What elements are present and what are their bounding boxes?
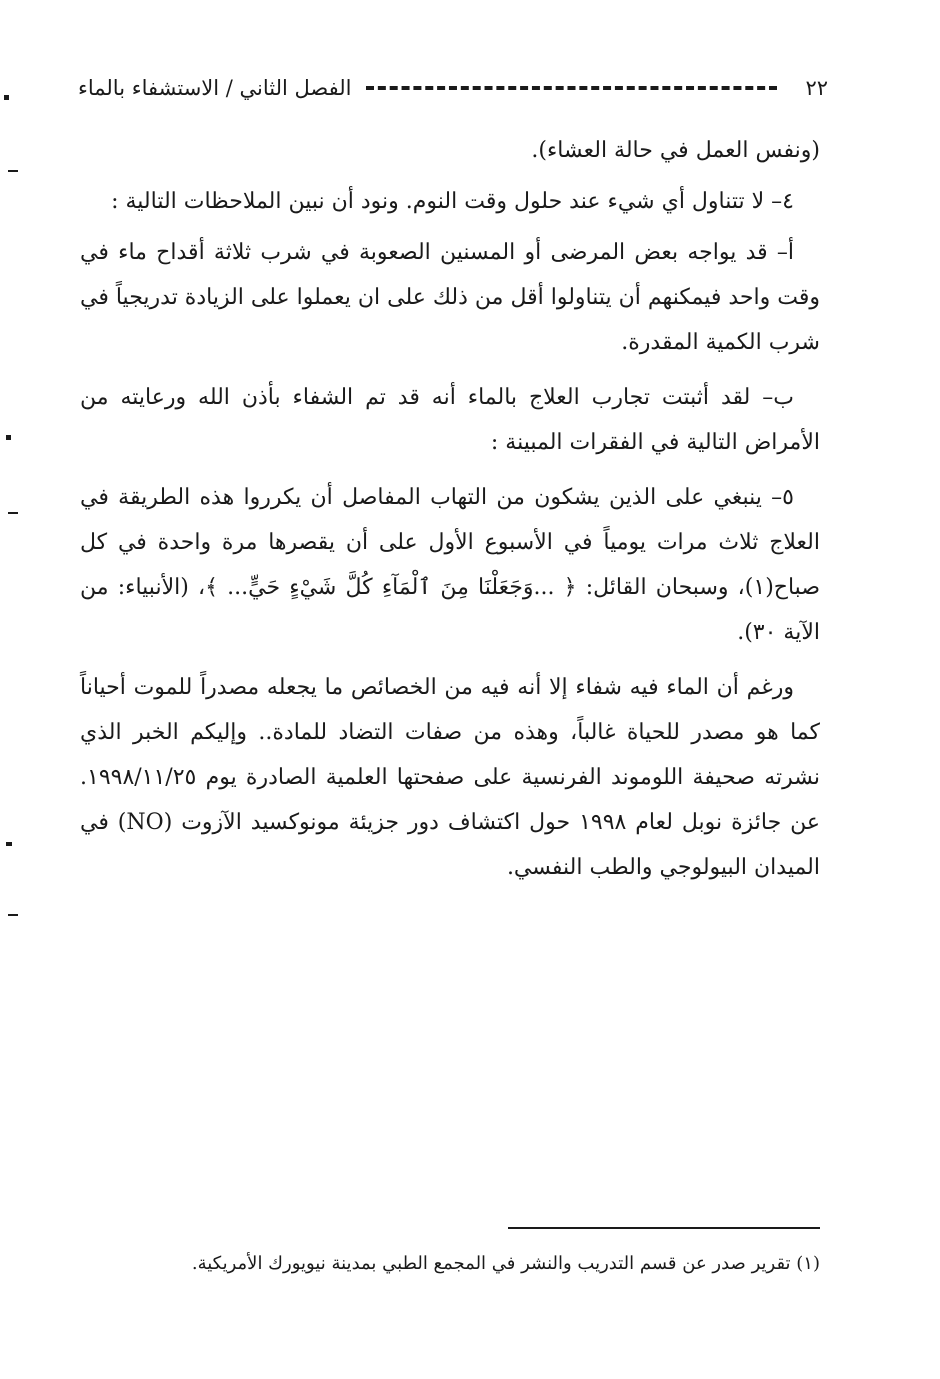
scan-mark (6, 435, 11, 440)
page-number: ٢٢ (805, 76, 828, 100)
scan-mark (6, 842, 12, 846)
scan-mark (8, 170, 18, 172)
paragraph: أ– قد يواجه بعض المرضى أو المسنين الصعوبة في شرب ثلاثة أقداح ماء في وقت واحد فيمكنهم أن يتناولوا أقل من ذلك على ان يعملوا على الزيادة تدريجياً في شرب الكمية المقدرة. (80, 240, 820, 355)
footnote: (١) تقرير صدر عن قسم التدريب والنشر في المجمع الطبي بمدينة نيويورك الأمريكية. (191, 1253, 820, 1274)
paragraph: (ونفس العمل في حالة العشاء). (531, 138, 820, 163)
body-text (80, 128, 820, 896)
scan-mark (8, 914, 18, 916)
chapter-title: الفصل الثاني / الاستشفاء بالماء (78, 76, 352, 100)
scan-mark (8, 512, 18, 514)
paragraph: ورغم أن الماء فيه شفاء إلا أنه فيه من الخصائص ما يجعله مصدراً للموت أحياناً كما هو مصدر للحياة غالباً، وهذه من صفات التضاد للمادة.. وإليكم الخبر الذي نشرته صحيفة اللوموند الفرنسية على صفحتها العلمية الصادرة يوم ١٩٩٨/١١/٢٥. عن جائزة نوبل لعام ١٩٩٨ حول اكتشاف دور جزيئة مونوكسيد الآزوت (NO) في الميدان البيولوجي والطب النفسي. (80, 675, 820, 880)
scan-mark (4, 95, 9, 100)
header-dashed-rule (366, 86, 778, 90)
paragraph: ٥– ينبغي على الذين يشكون من التهاب المفاصل أن يكرروا هذه الطريقة في العلاج ثلاث مرات يومياً في الأسبوع الأول على أن يقصرها مرة واحدة في كل صباح(١)، وسبحان القائل: ﴿ ...وَجَعَلْنَا مِنَ ٱلْمَآءِ كُلَّ شَيْءٍ حَيٍّ... ﴾، (الأنبياء: من الآية ٣٠). (80, 485, 820, 645)
paragraph: ٤– لا تتناول أي شيء عند حلول وقت النوم. ونود أن نبين الملاحظات التالية : (111, 189, 794, 214)
running-header (78, 68, 828, 108)
paragraph: ب– لقد أثبتت تجارب العلاج بالماء أنه قد تم الشفاء بأذن الله ورعايته من الأمراض التالية في الفقرات المبينة : (80, 385, 820, 455)
footnote-separator (508, 1227, 820, 1229)
